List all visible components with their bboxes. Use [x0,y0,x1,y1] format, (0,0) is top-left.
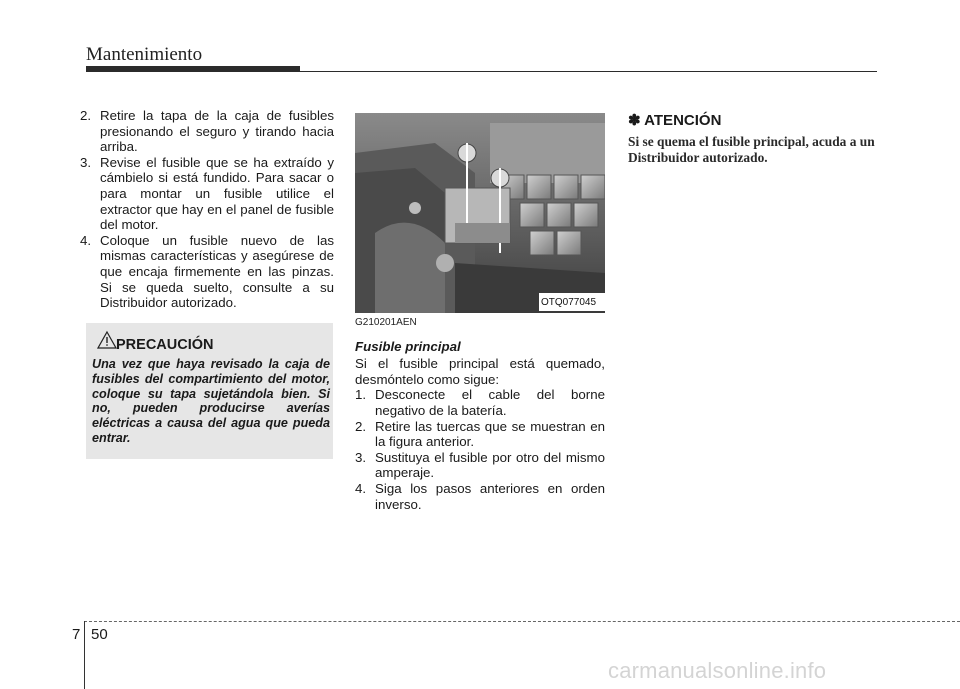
step-number: 2. [80,108,92,123]
caution-title: PRECAUCIÓN [116,337,214,353]
step-number: 4. [80,232,92,248]
attention-title: ✽ ATENCIÓN [628,112,722,129]
step-text: Retire la tapa de la caja de fusibles presionando el seguro y tirando hacia arriba. [100,108,334,155]
fuse-box-illustration [355,113,605,313]
left-steps-list [80,108,334,311]
header-bar [86,66,300,72]
step-text: Desconecte el cable del borne negativo de la batería. [375,387,605,418]
section-code: G210201AEN [355,317,417,328]
warning-triangle-icon [97,330,117,350]
watermark: carmanualsonline.info [608,658,827,683]
footer-rule [84,621,960,622]
section-subtitle: Fusible principal [355,338,461,354]
list-item [355,481,605,512]
fuse-box-photo [355,113,605,313]
list-item [80,108,334,155]
list-item [80,155,334,233]
list-item [355,419,605,450]
header-rule [300,71,877,72]
step-number: 2. [355,418,367,434]
main-fuse-section [355,315,605,512]
list-item [80,233,334,311]
footer-divider [84,621,85,689]
figure-code: OTQ077045 [541,297,597,308]
page-header-title: Mantenimiento [86,44,203,65]
page-number: 50 [91,626,108,643]
section-intro: Si el fusible principal está quemado, desmóntelo como sigue: [355,356,605,387]
step-text: Sustituya el fusible por otro del mismo amperaje. [375,449,605,481]
chapter-number: 7 [72,626,81,643]
list-item [355,387,605,418]
step-text: Siga los pasos anteriores en orden inverso. [375,480,605,512]
step-text: Retire las tuercas que se muestran en la figura anterior. [375,418,605,450]
list-item [355,450,605,481]
step-number: 1. [355,387,367,403]
step-number: 3. [80,154,92,170]
step-number: 4. [355,480,367,496]
step-text: Coloque un fusible nuevo de las mismas características y asegúrese de que encaja firmemente en las pinzas. Si se queda suelto, consulte a su Distribuidor autorizado. [100,232,334,311]
caution-body: Una vez que haya revisado la caja de fusibles del compartimiento del motor, coloque su tapa sujetándola bien. Si no, pueden producirse averías eléctricas a causa del agua que pueda entrar. [92,357,330,445]
step-number: 3. [355,449,367,465]
step-text: Revise el fusible que se ha extraído y cámbielo si está fundido. Para sacar o para montar un fusible utilice el extractor que hay en el panel de fusible del motor. [100,154,334,233]
attention-body: Si se quema el fusible principal, acuda a un Distribuidor autorizado. [628,134,875,165]
